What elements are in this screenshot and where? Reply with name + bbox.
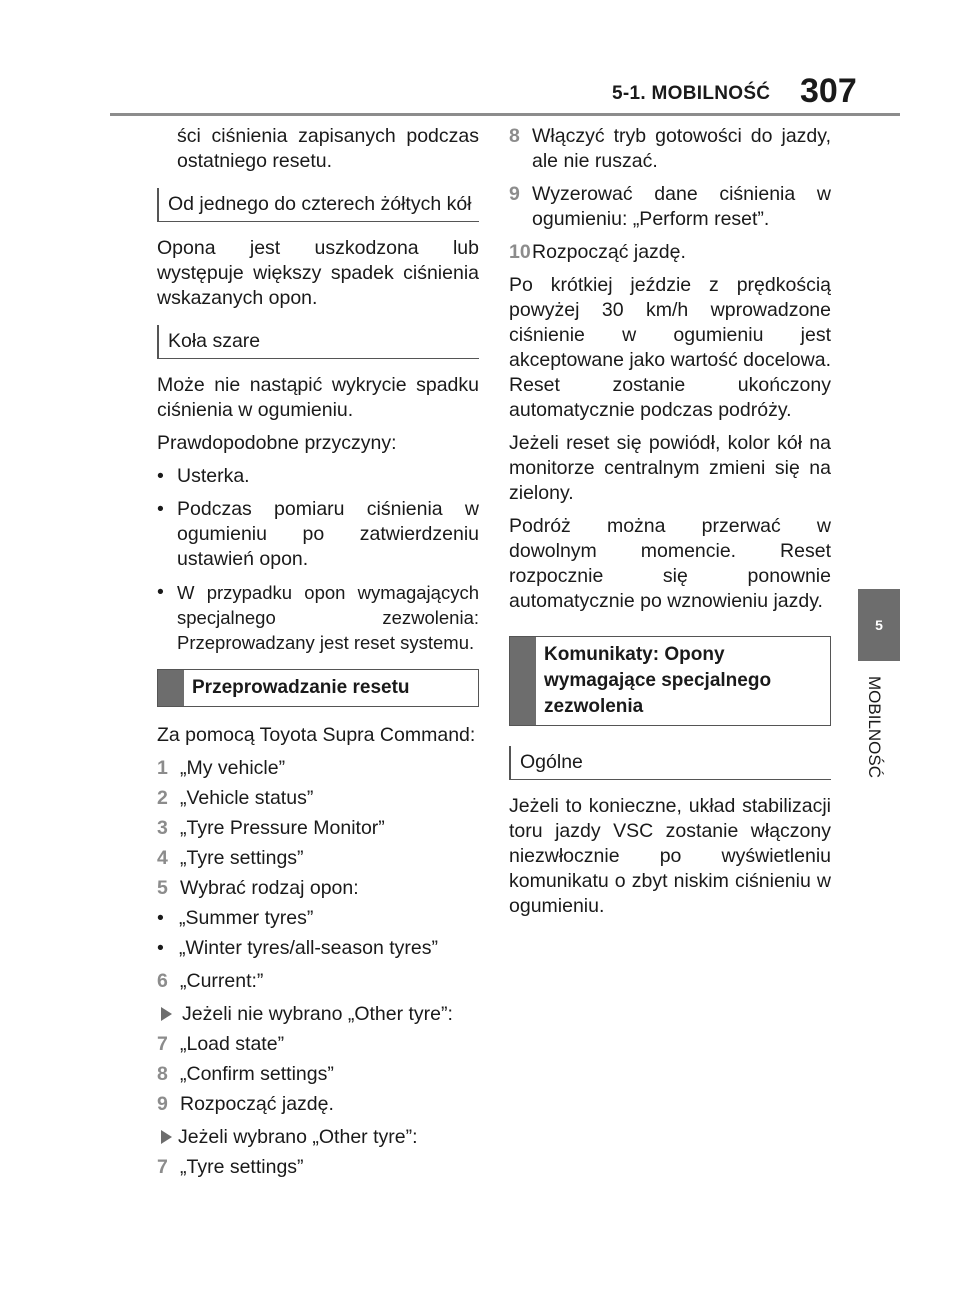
- grey-wheels-text: Może nie nastąpić wykrycie spadku ciśnienia w ogumieniu.: [157, 374, 479, 421]
- heading-bar: [158, 670, 184, 706]
- header-divider: [110, 113, 900, 116]
- section-heading-messages: Komunikaty: Opony wymagające specjalnego zezwolenia: [509, 636, 831, 726]
- tyre-type-item: • „Summer tyres”: [157, 907, 314, 929]
- reset-success-paragraph: Jeżeli reset się powiódł, kolor kół na monitorze centralnym zmieni się na zielony.: [509, 432, 831, 504]
- subheading-general: Ogólne: [509, 746, 831, 780]
- cause-item: • W przypadku opon wymagających specjalnego zezwolenia: Przeprowadzany jest reset systemu.: [157, 581, 479, 653]
- general-text: Jeżeli to konieczne, układ stabilizacji toru jazdy VSC zostanie włączony niezwłocznie po wyświetleniu komunikatu o zbyt niskim ciśnieniu w ogumieniu.: [509, 795, 831, 917]
- condition-other-tyre-selected: Jeżeli wybrano „Other tyre”:: [157, 1125, 479, 1150]
- reset-interrupt-paragraph: Podróż można przerwać w dowolnym momencie. Reset rozpocznie się ponownie automatycznie po wznowieniu jazdy.: [509, 515, 831, 612]
- cause-item: • Podczas pomiaru ciśnienia w ogumieniu po zatwierdzeniu ustawień opon.: [157, 498, 479, 570]
- step-item: 7 „Load state”: [157, 1033, 285, 1055]
- section-title: 5-1. MOBILNOŚĆ: [612, 83, 771, 104]
- reset-paragraph: Po krótkiej jeździe z prędkością powyżej 30 km/h wprowadzone ciśnienie w ogumieniu jest akceptowane jako wartość docelowa. Reset zostanie ukończony automatycznie podczas podróży.: [509, 274, 831, 421]
- step-item: 9 Wyzerować dane ciśnienia w ogumieniu: „Perform reset”.: [509, 183, 831, 230]
- step-item: 3 „Tyre Pressure Monitor”: [157, 817, 385, 839]
- right-column: [509, 124, 831, 927]
- chapter-number: 5: [875, 617, 883, 633]
- subheading-yellow-wheels: Od jednego do czterech żółtych kół: [157, 188, 479, 222]
- triangle-arrow-icon: [161, 1007, 172, 1021]
- step-item: 9 Rozpocząć jazdę.: [157, 1093, 334, 1115]
- step-item: 10 Rozpocząć jazdę.: [509, 241, 686, 263]
- tyre-type-item: • „Winter tyres/all-season tyres”: [157, 937, 438, 959]
- section-heading-reset: Przeprowadzanie resetu: [157, 669, 479, 707]
- step-item: 8 Włączyć tryb gotowości do jazdy, ale nie ruszać.: [509, 125, 831, 172]
- left-column: [157, 124, 479, 1185]
- step-item: 2 „Vehicle status”: [157, 787, 314, 809]
- step-item: 6 „Current:”: [157, 970, 264, 992]
- step-item: 7 „Tyre settings”: [157, 1156, 304, 1178]
- step-item: 8 „Confirm settings”: [157, 1063, 334, 1085]
- yellow-wheels-text: Opona jest uszkodzona lub występuje większy spadek ciśnienia wskazanych opon.: [157, 237, 479, 309]
- page-number: 307: [800, 72, 857, 110]
- triangle-arrow-icon: [161, 1130, 172, 1144]
- step-item: 5 Wybrać rodzaj opon:: [157, 877, 359, 899]
- chapter-label-text: MOBILNOŚĆ: [865, 676, 884, 779]
- heading-bar: [510, 637, 536, 725]
- step-item: 1 „My vehicle”: [157, 757, 286, 779]
- causes-intro: Prawdopodobne przyczyny:: [157, 432, 397, 454]
- chapter-tab[interactable]: [858, 589, 900, 661]
- cause-item: • Usterka.: [157, 465, 250, 487]
- chapter-side-label: [856, 676, 896, 846]
- condition-other-tyre-not-selected: Jeżeli nie wybrano „Other tyre”:: [157, 1002, 479, 1027]
- intro-text: ści ciśnienia zapisanych podczas ostatniego resetu.: [177, 125, 479, 172]
- subheading-grey-wheels: Koła szare: [157, 325, 479, 359]
- step-item: 4 „Tyre settings”: [157, 847, 304, 869]
- reset-intro: Za pomocą Toyota Supra Command:: [157, 724, 476, 746]
